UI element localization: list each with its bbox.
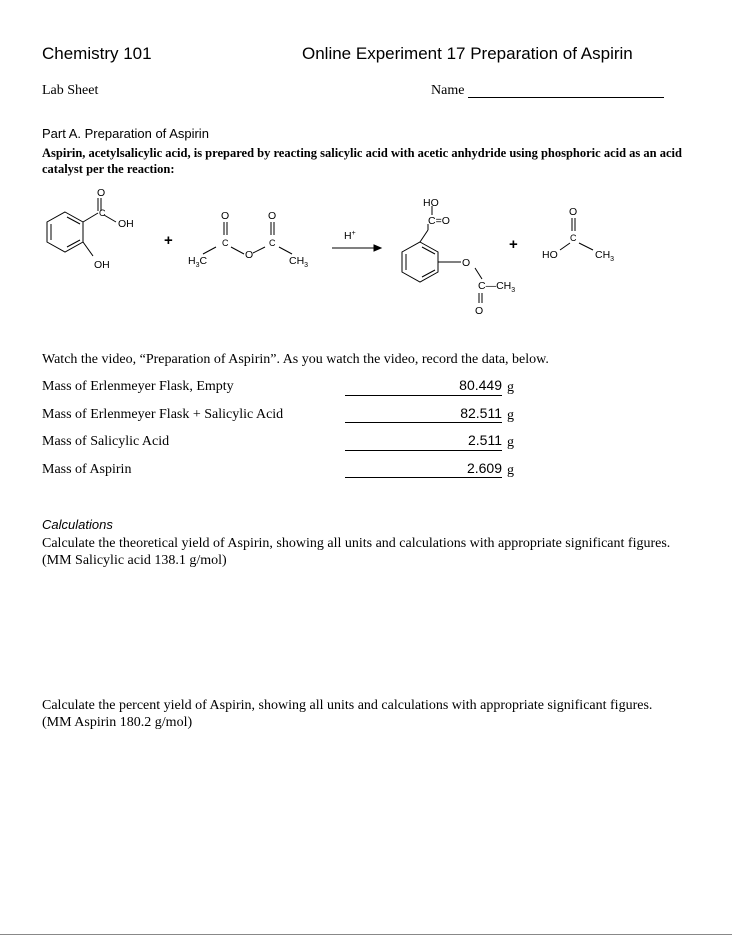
- data-row-value[interactable]: 2.511: [468, 432, 502, 448]
- data-row-label: Mass of Aspirin: [42, 462, 132, 477]
- svg-text:C: C: [222, 238, 229, 248]
- part-a-intro: Aspirin, acetylsalicylic acid, is prepared by reacting salicylic acid with acetic anhydride using phosphoric acid as an acid catalyst per the reaction:: [42, 146, 682, 176]
- salicylic-ring: [47, 212, 83, 252]
- data-row-line: [345, 477, 502, 478]
- plus-sign: +: [164, 232, 173, 249]
- aspirin-ring: [402, 242, 438, 282]
- percent-yield-mm: (MM Aspirin 180.2 g/mol): [42, 715, 193, 730]
- data-row-value[interactable]: 80.449: [459, 377, 502, 393]
- data-row-line: [345, 395, 502, 396]
- svg-text:O: O: [245, 249, 254, 261]
- svg-text:HO: HO: [423, 197, 439, 209]
- svg-text:O: O: [569, 206, 578, 218]
- name-field-line[interactable]: [468, 97, 664, 98]
- data-row-label: Mass of Erlenmeyer Flask + Salicylic Acid: [42, 407, 284, 422]
- part-a-heading: Part A. Preparation of Aspirin: [42, 126, 209, 141]
- svg-text:O: O: [462, 257, 471, 269]
- svg-text:CH3: $CH_3$: [289, 255, 309, 269]
- svg-text:O: O: [475, 305, 484, 317]
- plus-sign: +: [509, 236, 518, 253]
- data-row-label: Mass of Salicylic Acid: [42, 434, 170, 449]
- data-row-unit: g: [507, 408, 514, 423]
- data-row-label: Mass of Erlenmeyer Flask, Empty: [42, 379, 234, 394]
- svg-text:C: C: [269, 238, 276, 248]
- data-row-value[interactable]: 2.609: [466, 460, 502, 476]
- name-label: Name: [431, 83, 465, 98]
- svg-text:C=O: C=O: [428, 215, 450, 227]
- lab-sheet-label: Lab Sheet: [42, 83, 99, 98]
- svg-text:C: C: [570, 233, 577, 243]
- svg-text:HO: HO: [542, 249, 558, 261]
- data-row-line: [345, 422, 502, 423]
- data-row-line: [345, 450, 502, 451]
- label-o: O: [97, 187, 106, 199]
- data-row-unit: g: [507, 380, 514, 395]
- svg-text:O: O: [268, 210, 277, 222]
- theoretical-yield-mm: (MM Salicylic acid 138.1 g/mol): [42, 553, 227, 568]
- course-title: Chemistry 101: [42, 44, 152, 63]
- reaction-scheme: [38, 186, 658, 326]
- data-row-unit: g: [507, 463, 514, 478]
- svg-text:OH: OH: [118, 218, 134, 230]
- svg-text:C—CH3: $C—CH_3$: [478, 280, 516, 294]
- data-row-unit: g: [507, 435, 514, 450]
- svg-text:H3C: $H_3C$: [188, 255, 208, 269]
- percent-yield-prompt: Calculate the percent yield of Aspirin, showing all units and calculations with appropriate significant figures.: [42, 698, 653, 713]
- calculations-heading: Calculations: [42, 517, 113, 532]
- data-row-value[interactable]: 82.511: [460, 405, 502, 421]
- theoretical-yield-prompt: Calculate the theoretical yield of Aspirin, showing all units and calculations with appropriate significant figures.: [42, 536, 671, 551]
- svg-text:OH: OH: [94, 259, 110, 271]
- data-instruction: Watch the video, “Preparation of Aspirin”. As you watch the video, record the data, below.: [42, 352, 549, 367]
- catalyst-label: H+: [344, 230, 356, 242]
- svg-text:O: O: [221, 210, 230, 222]
- svg-text:C: C: [99, 208, 106, 218]
- experiment-title: Online Experiment 17 Preparation of Aspirin: [302, 44, 633, 63]
- svg-text:CH3: $CH_3$: [595, 249, 615, 263]
